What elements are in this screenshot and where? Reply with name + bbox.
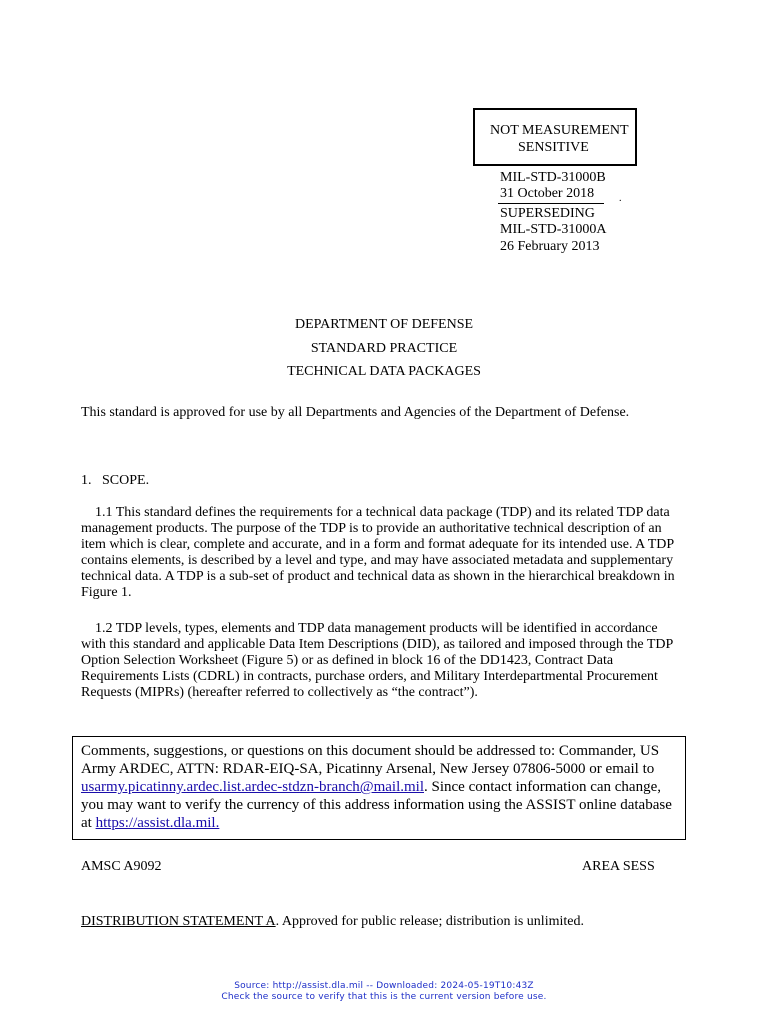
distribution-statement bbox=[81, 913, 584, 930]
paragraph-line: Requests (MIPRs) (hereafter referred to collectively as “the contract”). bbox=[81, 685, 478, 701]
paragraph-line: management products. The purpose of the TDP is to provide an authoritative technical description of an bbox=[81, 521, 662, 537]
paragraph-line: Option Selection Worksheet (Figure 5) or as defined in block 16 of the DD1423, Contract Data bbox=[81, 653, 614, 669]
distribution-text: . Approved for public release; distribution is unlimited. bbox=[275, 914, 584, 929]
title-standard-practice: STANDARD PRACTICE bbox=[310, 341, 458, 356]
document-number: MIL-STD-31000B bbox=[500, 170, 606, 185]
scope-paragraph-1-2 bbox=[81, 621, 691, 701]
superseding-label: SUPERSEDING bbox=[500, 206, 595, 221]
assist-database-link[interactable]: https://assist.dla.mil. bbox=[95, 815, 220, 831]
title-technical-data-packages: TECHNICAL DATA PACKAGES bbox=[287, 364, 481, 379]
title-department: DEPARTMENT OF DEFENSE bbox=[294, 317, 474, 332]
comments-box bbox=[72, 736, 686, 840]
paragraph-line: with this standard and applicable Data Item Descriptions (DID), as tailored and imposed through the TDP bbox=[81, 637, 674, 653]
amsc-number: AMSC A9092 bbox=[81, 859, 162, 874]
stray-mark: . bbox=[619, 193, 622, 204]
comments-line: you may want to verify the currency of this address information using the ASSIST online database bbox=[81, 797, 672, 813]
distribution-label: DISTRIBUTION STATEMENT A bbox=[81, 914, 276, 929]
approval-statement: This standard is approved for use by all Departments and Agencies of the Department of Defense. bbox=[81, 405, 630, 420]
comments-line-prefix: at bbox=[81, 815, 96, 831]
measurement-line-2: SENSITIVE bbox=[518, 140, 589, 155]
header-rule bbox=[498, 203, 604, 204]
comments-line-tail: . Since contact information can change, bbox=[424, 779, 661, 795]
paragraph-line: technical data. A TDP is a sub-set of product and technical data as shown in the hierarchical breakdown in bbox=[81, 569, 675, 585]
measurement-line-1: NOT MEASUREMENT bbox=[490, 123, 629, 138]
paragraph-line: 1.1 This standard defines the requirements for a technical data package (TDP) and its related TDP data bbox=[81, 505, 670, 520]
paragraph-line: contains elements, is described by a level and type, and may have associated metadata and supplementary bbox=[81, 553, 674, 569]
paragraph-line: 1.2 TDP levels, types, elements and TDP data management products will be identified in accordance bbox=[81, 621, 658, 636]
paragraph-line: Figure 1. bbox=[81, 585, 132, 601]
superseded-document-number: MIL-STD-31000A bbox=[500, 222, 607, 237]
superseded-document-date: 26 February 2013 bbox=[500, 239, 600, 254]
scope-paragraph-1-1 bbox=[81, 505, 691, 602]
scope-heading: 1. SCOPE. bbox=[81, 473, 150, 488]
source-footer-line-2: Check the source to verify that this is the current version before use. bbox=[221, 992, 547, 1002]
comments-line: Comments, suggestions, or questions on this document should be addressed to: Commander, US bbox=[81, 743, 660, 759]
paragraph-line: item which is clear, complete and accurate, and in a form and format adequate for its intended use. A TDP bbox=[81, 537, 675, 553]
comments-line bbox=[81, 814, 219, 832]
document-date: 31 October 2018 bbox=[500, 186, 595, 201]
paragraph-line: Requirements Lists (CDRL) in contracts, purchase orders, and Military Interdepartmental Procurement bbox=[81, 669, 658, 685]
comments-line: Army ARDEC, ATTN: RDAR-EIQ-SA, Picatinny Arsenal, New Jersey 07806-5000 or email to bbox=[81, 761, 655, 777]
source-footer-line-1: Source: http://assist.dla.mil -- Downloaded: 2024-05-19T10:43Z bbox=[234, 981, 534, 991]
area-code: AREA SESS bbox=[582, 859, 655, 874]
comments-line bbox=[81, 778, 661, 796]
contact-email-link[interactable]: usarmy.picatinny.ardec.list.ardec-stdzn-branch@mail.mil bbox=[81, 779, 424, 795]
measurement-sensitivity-box bbox=[473, 108, 637, 166]
